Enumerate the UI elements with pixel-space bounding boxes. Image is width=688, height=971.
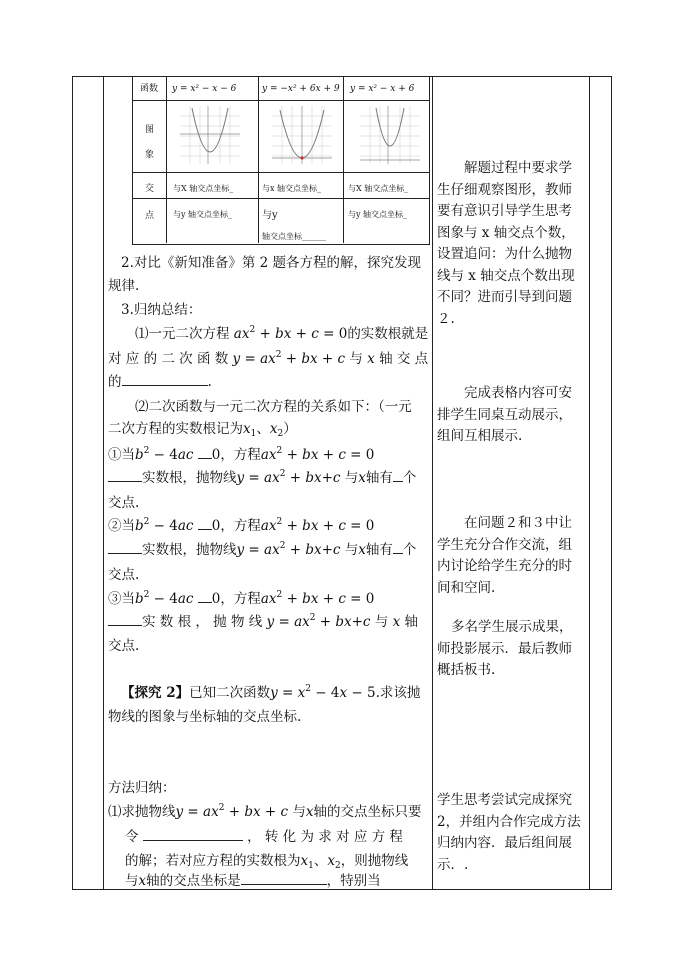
parabola-graph-2 (272, 106, 332, 164)
function-3: y = x² − x + 6 (350, 84, 415, 94)
method-line3: 的解；若对应方程的实数根为$x_1$、$x_2$，则抛物线 (125, 853, 409, 871)
summary-1-line2: 对 应 的 二 次 函 数 $y = ax^2$ + bx + c 与 x 轴 交 点 (108, 350, 429, 367)
function-1: y = x² − x − 6 (172, 84, 237, 94)
case-2-line3: 交点. (108, 567, 140, 583)
note-5: 学生思考尝试完成探究 2，并组内合作完成方法归纳内容．最后组间展示．. (437, 792, 581, 873)
y-intersect-cell-3: 与y 轴交点坐标_ (348, 210, 408, 219)
summary-1-line1: ⑴一元二次方程 $ax^2$ + bx + c = 0的实数根就是 (135, 325, 429, 342)
method-line2: 令 ， 转 化 为 求 对 应 方 程 (125, 829, 403, 845)
case-1-line2: 实数根，抛物线$y = ax^2 + bx+c$ 与x轴有 个 (108, 469, 416, 487)
graph-label-1: 图 (145, 125, 155, 135)
graph-label-2: 象 (145, 150, 155, 160)
note-2: 完成表格内容可安排学生同桌互动展示，组间互相展示. (437, 385, 572, 444)
paragraph-2-line2: 规律. (108, 278, 140, 294)
x-intersect-cell-1: 与X 轴交点坐标_ (173, 184, 234, 193)
case-3-line1: ③当$b^2 - 4ac$ 0，方程$ax^2$ + bx + c = 0 (108, 590, 375, 607)
summary-2-line2: 二次方程的实数根记为$x_1$、$x_2$） (108, 421, 297, 439)
y-intersect-cell-2-extra: 轴交点坐标______ (262, 232, 326, 241)
summary-2-line1: ⑵二次函数与一元二次方程的关系如下：（一元 (135, 399, 412, 415)
x-intersect-cell-3: 与X 轴交点坐标_ (348, 184, 409, 193)
explore-2-line2: 物线的图象与坐标轴的交点坐标. (108, 709, 302, 725)
y-intersect-cell-2: 与y (262, 210, 278, 221)
table-col-line (103, 76, 104, 890)
method-title: 方法归纳： (108, 780, 176, 796)
y-intersect-cell-1: 与y 轴交点坐标_ (173, 210, 233, 219)
table-col-line (72, 76, 73, 890)
intersect-label-1: 交 (145, 184, 155, 194)
case-3-line2: 实 数 根 ， 抛 物 线 $y = ax^2 + bx+c$ 与 x 轴 (108, 613, 418, 631)
intersect-label-2: 点 (145, 211, 155, 221)
note-4: 多名学生展示成果，师投影展示．最后教师概括板书. (437, 619, 573, 678)
x-intersect-cell-2: 与x 轴交点坐标_ (262, 184, 322, 193)
summary-1-line3: 的 . (108, 374, 212, 390)
paragraph-3: 3.归纳总结： (121, 302, 202, 318)
function-2: y = −x² + 6x + 9 (262, 84, 340, 94)
table-col-line (432, 76, 433, 890)
case-2-line2: 实数根，抛物线$y = ax^2 + bx+c$ 与x轴有 个 (108, 541, 416, 559)
case-1-line3: 交点. (108, 495, 140, 511)
case-3-line3: 交点. (108, 638, 140, 654)
header-label: 函数 (140, 84, 159, 94)
note-3: 在问题２和３中让学生充分合作交流，组内讨论给学生充分的时间和空间. (437, 515, 572, 596)
explore-2-line1: 【探究 2】已知二次函数$y = x^2 - 4x - 5$.求该抛 (121, 684, 421, 701)
case-1-line1: ①当$b^2 - 4ac$ 0，方程$ax^2$ + bx + c = 0 (108, 446, 375, 463)
parabola-graph-3 (360, 106, 420, 164)
method-line1: ⑴求抛物线$y = ax^2$ + bx + c 与x轴的交点坐标只要 (108, 803, 422, 820)
paragraph-2-line1: 2.对比《新知准备》第 2 题各方程的解，探究发现 (121, 255, 422, 271)
table-col-line (611, 76, 612, 890)
case-2-line1: ②当$b^2 - 4ac$ 0，方程$ax^2$ + bx + c = 0 (108, 517, 375, 534)
method-line4: 与x轴的交点坐标是 ，特别当 (125, 873, 381, 889)
parabola-graph-1 (180, 106, 240, 164)
table-col-line (589, 76, 590, 890)
note-1: 解题过程中要求学生仔细观察图形，教师要有意识引导学生思考图象与 x 轴交点个数，设置追问：为什么抛物线与 x 轴交点个数出现不同？进而引导到问题２. (437, 160, 575, 327)
